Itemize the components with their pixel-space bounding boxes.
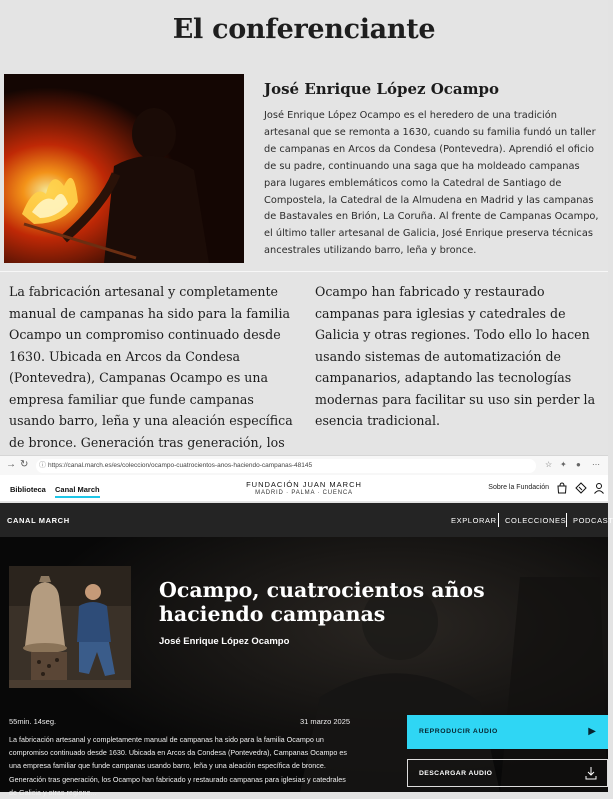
description-column-2: Ocampo han fabricado y restaurado campanas para iglesias y catedrales de Galicia y otras regiones. Todo ello lo hacen usando sistemas de automatización de campanarios, adaptando las tecnologías modernas para facilitar su uso sin perder la esencia tradicional.: [315, 284, 596, 428]
reload-icon[interactable]: ↻: [20, 459, 29, 470]
collection-hero: [0, 537, 608, 797]
extensions-icon[interactable]: ✦: [560, 460, 567, 469]
collection-thumbnail[interactable]: [9, 566, 131, 688]
speaker-name: José Enrique López Ocampo: [264, 80, 500, 98]
bookmark-star-icon[interactable]: ☆: [545, 460, 553, 469]
nav-explorar[interactable]: EXPLORAR: [451, 516, 497, 525]
play-icon: ▶: [588, 726, 596, 737]
browser-toolbar: [0, 455, 608, 475]
shopping-bag-icon[interactable]: [556, 482, 568, 494]
canal-march-title[interactable]: CANAL MARCH: [7, 516, 70, 525]
tab-biblioteca[interactable]: Biblioteca: [10, 485, 46, 494]
browser-menu-icon[interactable]: ⋯: [592, 460, 600, 469]
audio-duration: 55min. 14seg.: [9, 717, 57, 726]
download-audio-label: DESCARGAR AUDIO: [419, 770, 493, 777]
section-heading: El conferenciante: [172, 14, 436, 45]
nav-colecciones[interactable]: COLECCIONES: [505, 516, 567, 525]
play-audio-button[interactable]: [407, 715, 608, 749]
download-audio-button[interactable]: [407, 759, 608, 787]
speaker-forge-photo: [4, 74, 244, 263]
publish-date: 31 marzo 2025: [300, 717, 351, 726]
collection-description: La fabricación artesanal y completamente manual de campanas ha sido para la familia Ocampo un compromiso continuado desde 1630. Ubicada en Arcos da Condesa (Pontevedra), Campanas Ocampo es una empresa familiar que funde campanas usando barro, leña y una aleación específica de bronce. Generación tras generación, los Ocampo han fabricado y restaurado campanas para iglesias y catedrales de Galicia y otras regione...: [9, 735, 348, 797]
nav-separator: [498, 513, 499, 527]
nav-separator: [566, 513, 567, 527]
speaker-bio: José Enrique López Ocampo es el heredero de una tradición artesanal que se remonta a 1630, cuando su familia fundó un taller de campanas en Arcos da Condesa (Pontevedra). Aprendió el oficio de su padre, continuando una saga que ha moldeado campanas para lugares emblemáticos como la Catedral de Santiago de Compostela, la Catedral de la Almudena en Madrid y las campanas de Bastavales en Brión, La Coruña. Al frente de Campanas Ocampo, el último taller artesanal de Galicia, José Enrique preserva técnicas ancestrales utilizando barro, leña y bronce.: [264, 110, 599, 257]
brand-locations: MADRID · PALMA · CUENCA: [255, 490, 353, 496]
canal-march-nav: [0, 503, 613, 537]
about-foundation-link[interactable]: Sobre la Fundación: [488, 484, 549, 491]
address-url: https://canal.march.es/es/coleccion/ocampo-cuatrocientos-anos-haciendo-campanas-48145: [48, 462, 313, 469]
play-audio-label: REPRODUCIR AUDIO: [419, 728, 498, 735]
collection-author[interactable]: José Enrique López Ocampo: [159, 636, 290, 647]
site-header: [0, 475, 608, 502]
brand-logo-text[interactable]: FUNDACIÓN JUAN MARCH: [246, 480, 362, 489]
site-info-icon[interactable]: ⓘ: [39, 462, 46, 469]
tab-canal-march[interactable]: Canal March: [55, 485, 100, 498]
ticket-icon[interactable]: [575, 482, 587, 494]
nav-podcast[interactable]: PODCAST: [573, 516, 613, 525]
description-column-1: La fabricación artesanal y completamente manual de campanas ha sido para la familia Ocampo un compromiso continuado desde 1630. Ubicada en Arcos da Condesa (Pontevedra), Campanas Ocampo es una empresa familiar que funde campanas usando barro, leña y una aleación específica de bronce. Generación tras generación, los: [9, 284, 293, 450]
address-bar[interactable]: [36, 459, 536, 473]
collection-title: Ocampo, cuatrocientos años haciendo campanas: [159, 578, 485, 626]
section-divider: [0, 271, 608, 272]
download-icon: [585, 766, 597, 780]
profile-icon[interactable]: ●: [576, 460, 581, 469]
back-arrow-icon[interactable]: →: [6, 459, 16, 470]
user-account-icon[interactable]: [593, 482, 605, 494]
